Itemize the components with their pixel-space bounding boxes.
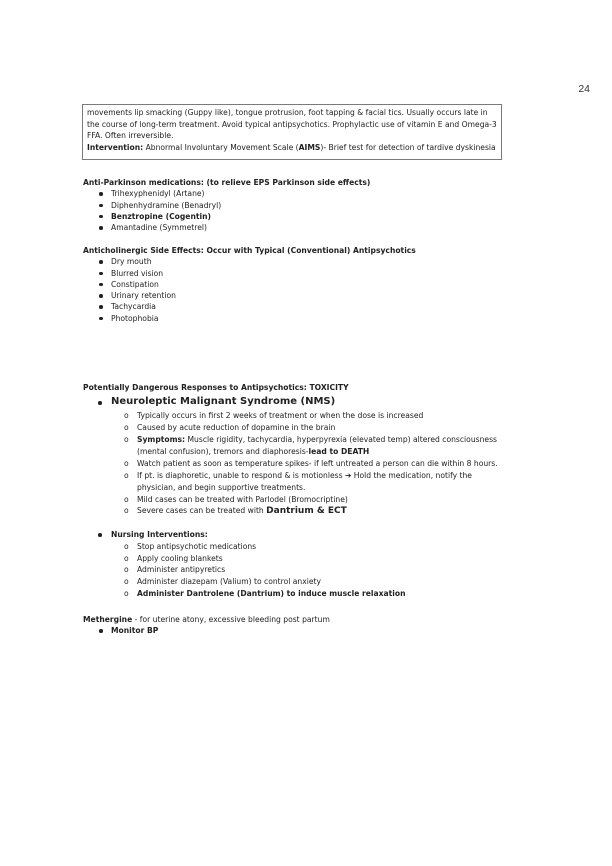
item-text: physician, and begin supportive treatments. — [137, 482, 306, 492]
toxicity-title: Potentially Dangerous Responses to Antipsychotics: TOXICITY — [83, 383, 349, 392]
methergine-list — [83, 625, 330, 636]
page-number: 24 — [578, 83, 590, 95]
symptoms-label: Symptoms: — [137, 435, 186, 445]
item-text: Stop antipsychotic medications — [137, 541, 257, 551]
list-item: Tachycardia — [99, 301, 416, 312]
item-text: Caused by acute reduction of dopamine in the brain — [137, 423, 336, 433]
methergine-section — [83, 614, 330, 637]
item-text: Administer antipyretics — [137, 565, 226, 575]
list-item: Photophobia — [99, 313, 416, 324]
list-item: Constipation — [99, 279, 416, 290]
list-item — [124, 553, 523, 565]
list-item — [124, 410, 523, 422]
td-intervention — [87, 142, 497, 154]
item-text-bold: Administer Dantrolene (Dantrium) to induce muscle relaxation — [137, 589, 406, 599]
list-item: Trihexyphenidyl (Artane) — [99, 188, 370, 199]
list-item — [124, 588, 523, 600]
item-text: Mild cases can be treated with Parlodel (Bromocriptine) — [137, 494, 348, 504]
sub-bullet: o — [124, 423, 129, 433]
anticholinergic-title: Anticholinergic Side Effects: Occur with Typical (Conventional) Antipsychotics — [83, 246, 416, 255]
methergine-label: Methergine — [83, 615, 133, 624]
sub-bullet: o — [124, 553, 129, 563]
list-item — [124, 541, 523, 553]
methergine-desc: - for uterine atony, excessive bleeding post partum — [132, 615, 330, 624]
intervention-post: )- Brief test for detection of tardive dyskinesia — [320, 142, 496, 152]
sub-bullet: o — [124, 470, 129, 480]
toxicity-section — [83, 382, 523, 600]
intervention-label: Intervention: — [87, 142, 144, 152]
anti-parkinson-title: Anti-Parkinson medications: (to relieve EPS Parkinson side effects) — [83, 178, 371, 187]
list-item: Urinary retention — [99, 290, 416, 301]
list-item — [124, 470, 523, 494]
list-item: Amantadine (Symmetrel) — [99, 222, 370, 233]
sub-bullet: o — [124, 589, 129, 599]
arrow-icon: ➔ — [344, 470, 352, 480]
item-text: (mental confusion), tremors and diaphoresis- — [137, 446, 309, 456]
item-text-bold: Dantrium & ECT — [266, 506, 347, 517]
anti-parkinson-section — [83, 177, 370, 233]
item-text: If pt. is diaphoretic, unable to respond & is motionless — [137, 470, 345, 480]
sub-bullet: o — [124, 458, 129, 468]
sub-bullet: o — [124, 577, 129, 587]
nms-heading: Neuroleptic Malignant Syndrome (NMS) — [83, 395, 523, 408]
sub-bullet: o — [124, 541, 129, 551]
item-text: Apply cooling blankets — [137, 553, 223, 563]
list-item — [124, 564, 523, 576]
item-text: Typically occurs in first 2 weeks of treatment or when the dose is increased — [137, 411, 424, 421]
list-item: Benztropine (Cogentin) — [99, 211, 370, 222]
anticholinergic-list — [83, 256, 416, 324]
sub-bullet: o — [124, 565, 129, 575]
td-line-2: the course of long-term treatment. Avoid typical antipsychotics. Prophylactic use of vitamin E and Omega-3 — [87, 119, 497, 129]
list-item — [124, 434, 523, 458]
item-text: Watch patient as soon as temperature spikes- if left untreated a person can die within 8 hours. — [137, 458, 498, 468]
list-item — [124, 576, 523, 588]
item-text: Hold the medication, notify the — [351, 470, 472, 480]
item-text-bold: lead to DEATH — [308, 446, 370, 456]
intervention-pre: Abnormal Involuntary Movement Scale ( — [143, 142, 299, 152]
td-line-3: FFA. Often irreversible. — [87, 131, 174, 141]
td-line-1: movements lip smacking (Guppy like), tongue protrusion, foot tapping & facial tics. Usually occurs late in — [87, 108, 488, 117]
list-item — [124, 505, 523, 518]
aims-label: AIMS — [298, 142, 321, 152]
list-item — [124, 494, 523, 506]
methergine-title — [83, 614, 330, 625]
nursing-heading: Nursing Interventions: — [83, 529, 523, 540]
sub-bullet: o — [124, 411, 129, 421]
item-text: Muscle rigidity, tachycardia, hyperpyrexia (elevated temp) altered consciousness — [185, 435, 497, 445]
item-text: Administer diazepam (Valium) to control anxiety — [137, 577, 321, 587]
list-item: Diphenhydramine (Benadryl) — [99, 200, 370, 211]
list-item — [124, 458, 523, 470]
sub-bullet: o — [124, 494, 129, 504]
nms-list — [83, 410, 523, 518]
list-item: Monitor BP — [99, 625, 330, 636]
sub-bullet: o — [124, 435, 129, 445]
anti-parkinson-list — [83, 188, 370, 233]
sub-bullet: o — [124, 506, 129, 516]
item-text: Severe cases can be treated with — [137, 506, 267, 516]
list-item: Dry mouth — [99, 256, 416, 267]
tardive-dyskinesia-box — [82, 104, 502, 160]
anticholinergic-section — [83, 245, 416, 324]
nursing-list — [83, 541, 523, 601]
list-item: Blurred vision — [99, 268, 416, 279]
list-item — [124, 422, 523, 434]
